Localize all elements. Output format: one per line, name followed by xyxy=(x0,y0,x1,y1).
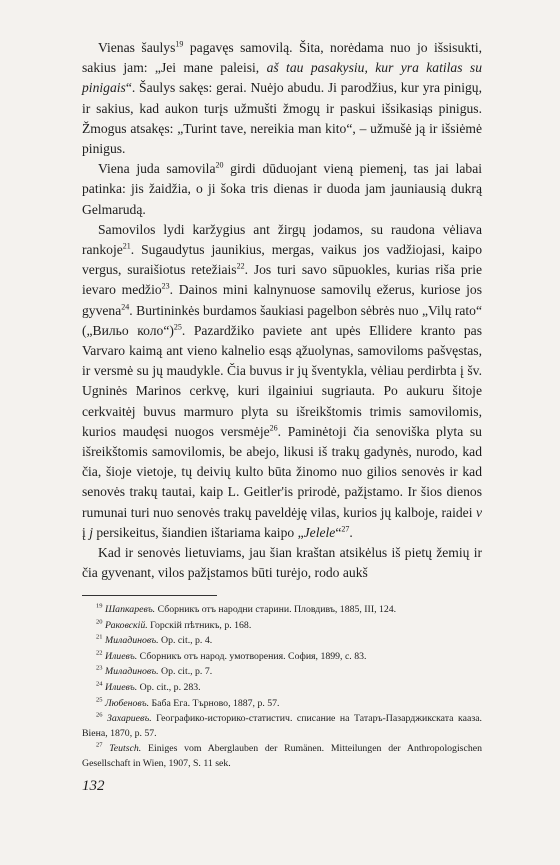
footnote-ref: 26 xyxy=(269,423,278,433)
footnote-number: 23 xyxy=(96,665,103,673)
footnote-ref: 21 xyxy=(122,241,131,251)
footnote-text: Сборникъ отъ народни старини. Пловдивъ, 1885, III, 124. xyxy=(155,604,397,615)
footnote-ref: 22 xyxy=(236,261,245,271)
footnote xyxy=(82,712,482,741)
footnote-text: Op. cit., p. 4. xyxy=(158,635,213,647)
footnote-number: 21 xyxy=(96,633,103,641)
footnote-number: 20 xyxy=(96,618,103,626)
footnote-text: Баба Ега. Търново, 1887, p. 57. xyxy=(149,697,280,709)
footnote xyxy=(82,681,482,696)
footnote-author: Илиевъ. xyxy=(104,650,138,662)
footnote-author: Захариевъ. xyxy=(107,713,152,725)
footnote-author: Любеновъ. xyxy=(104,697,150,709)
footnote-author: Миладиновъ. xyxy=(104,666,159,678)
emphasis: v xyxy=(475,504,482,520)
footnote-ref: 25 xyxy=(173,322,182,332)
emphasis: Jelele xyxy=(303,524,336,540)
paragraph: Samovilos lydi karžygius ant žirgų jodamos, su raudona vėliava rankoje$^{21}$. Sugaudytus jaunikius, mergas, vaikus jos vadžiojasi, kaipo vergus, suraišiotus retežiais$^{22}$. Jos turi savo sūpuokles, kurias riša prie ievaro medžio$^{23}$. Dainos mini kalnynuose samovilų ežerus, kuriose jos gyvena$^{24}$. Burtininkės burdamos šaukiasi pagelbon sėbrės nuo „Vilų rato“ („Вильо коло“)$^{25}$. Pazardžiko paviete ant upės Ellidere kranto pas Varvaro kaimą ant vieno kalnelio esąs ąžuolynas, samoviloms pašvęstas, ir versmė su jų maudykle. Čia buvus ir jų šventykla, vėliau perdirbta į šv. Ugninės Marinos cerkvę, kuri ilgainiui sugriauta. Po aukuru šitoje cerkvaitėj buvus marmuro plyta su išreikštomis trimis samovilomis, kurios maudęsi nuogos versmėje$^{26}$. Paminėtoji čia senoviška plyta su išreikštomis samovilomis, be abejo, likusi iš trakų gadynės, nurodo, kad čia, šioje vietoje, tų deivių kulto būta žinomo nuo gilios senovės ir kad senovės trakų tautai, kaip L. Geitler'is prirodė, pažįstamo. Ir šios dienos rumunai turi nuo senovės trakų paveldėję vilas, kurios jų kalboje, raidei v į j persikeitus, šiandien ištariama kaipo „Jelele“$^{27}$. xyxy=(82,221,482,540)
footnote xyxy=(82,603,482,618)
footnote-text: Сборникъ отъ народ. умотворения. София, 1899, с. 83. xyxy=(137,650,367,662)
footnote-number: 27 xyxy=(96,742,103,750)
footnote-ref: 19 xyxy=(175,39,184,49)
footnote xyxy=(82,619,482,634)
footnote-number: 24 xyxy=(96,680,103,688)
paragraph: Viena juda samovila$^{20}$ girdi dūduojant vieną piemenį, tas jai labai patinka: jis žaidžia, o ji šoka tris dienas ir duoda jam jauniausią dukrą Gelmarudą. xyxy=(82,160,483,217)
footnote-divider xyxy=(82,595,217,596)
footnote xyxy=(82,742,482,771)
footnote-text: Op. cit., p. 7. xyxy=(158,666,213,678)
emphasis: aš tau pasakysiu, kur yra katilas su pinigais xyxy=(82,60,482,96)
footnote-text: Горскій пѣтникъ, p. 168. xyxy=(147,619,252,631)
footnote-author: Шапкаревъ. xyxy=(104,604,156,615)
footnote-ref: 23 xyxy=(161,281,170,291)
paragraph: Vienas šaulys$^{19}$ pagavęs samovilą. Šita, norėdama nuo jo išsisukti, sakius jam: „Jei mane paleisi, aš tau pasakysiu, kur yra katilas su pinigais“. Šaulys sakęs: gerai. Nuėjo abudu. Ji parodžius, kur yra pinigų, ir sakius, kad aukon turįs užmušti žmogų ir paskui išsikasiąs pinigus. Žmogus atsakęs: „Turint tave, nereikia man kito“, – užmušė ją ir išsiėmė pinigus. xyxy=(82,39,482,157)
footnote-text: Einiges vom Aberglauben der Rumänen. Mitteilungen der Anthropologischen Gesellschaft in Wien, 1907, S. 11 sek. xyxy=(82,743,482,769)
footnote-author: Илиевъ. xyxy=(104,681,138,693)
main-text xyxy=(82,38,482,583)
footnote xyxy=(82,634,482,649)
page-number: 132 xyxy=(82,778,105,794)
footnote-ref: 24 xyxy=(121,302,130,312)
footnote xyxy=(82,697,482,712)
footnote-number: 22 xyxy=(96,649,103,657)
footnote-author: Раковскій. xyxy=(104,619,148,631)
footnote xyxy=(82,665,482,680)
paragraph: Kad ir senovės lietuviams, jau šian kraštan atsikėlus iš pietų žemių ir čia gyvenant, vilos pažįstamos būti turėjo, rodo aukš xyxy=(82,545,482,581)
footnotes xyxy=(82,603,482,773)
footnote-number: 25 xyxy=(96,696,103,704)
footnote xyxy=(82,650,482,665)
footnote-number: 26 xyxy=(96,711,103,719)
footnote-author: Teutsch. xyxy=(109,743,142,755)
footnote-text: Op. cit., p. 283. xyxy=(137,681,201,693)
footnote-ref: 20 xyxy=(215,160,224,170)
footnote-ref: 27 xyxy=(341,524,350,534)
footnote-text: Географико-историко-статистич. списание на Татаръ-Пазарджикската кааза. Віена, 1870, p. 57. xyxy=(82,713,482,739)
footnote-author: Миладиновъ. xyxy=(104,635,159,647)
footnote-number: 19 xyxy=(96,602,103,610)
emphasis: j xyxy=(89,524,93,540)
